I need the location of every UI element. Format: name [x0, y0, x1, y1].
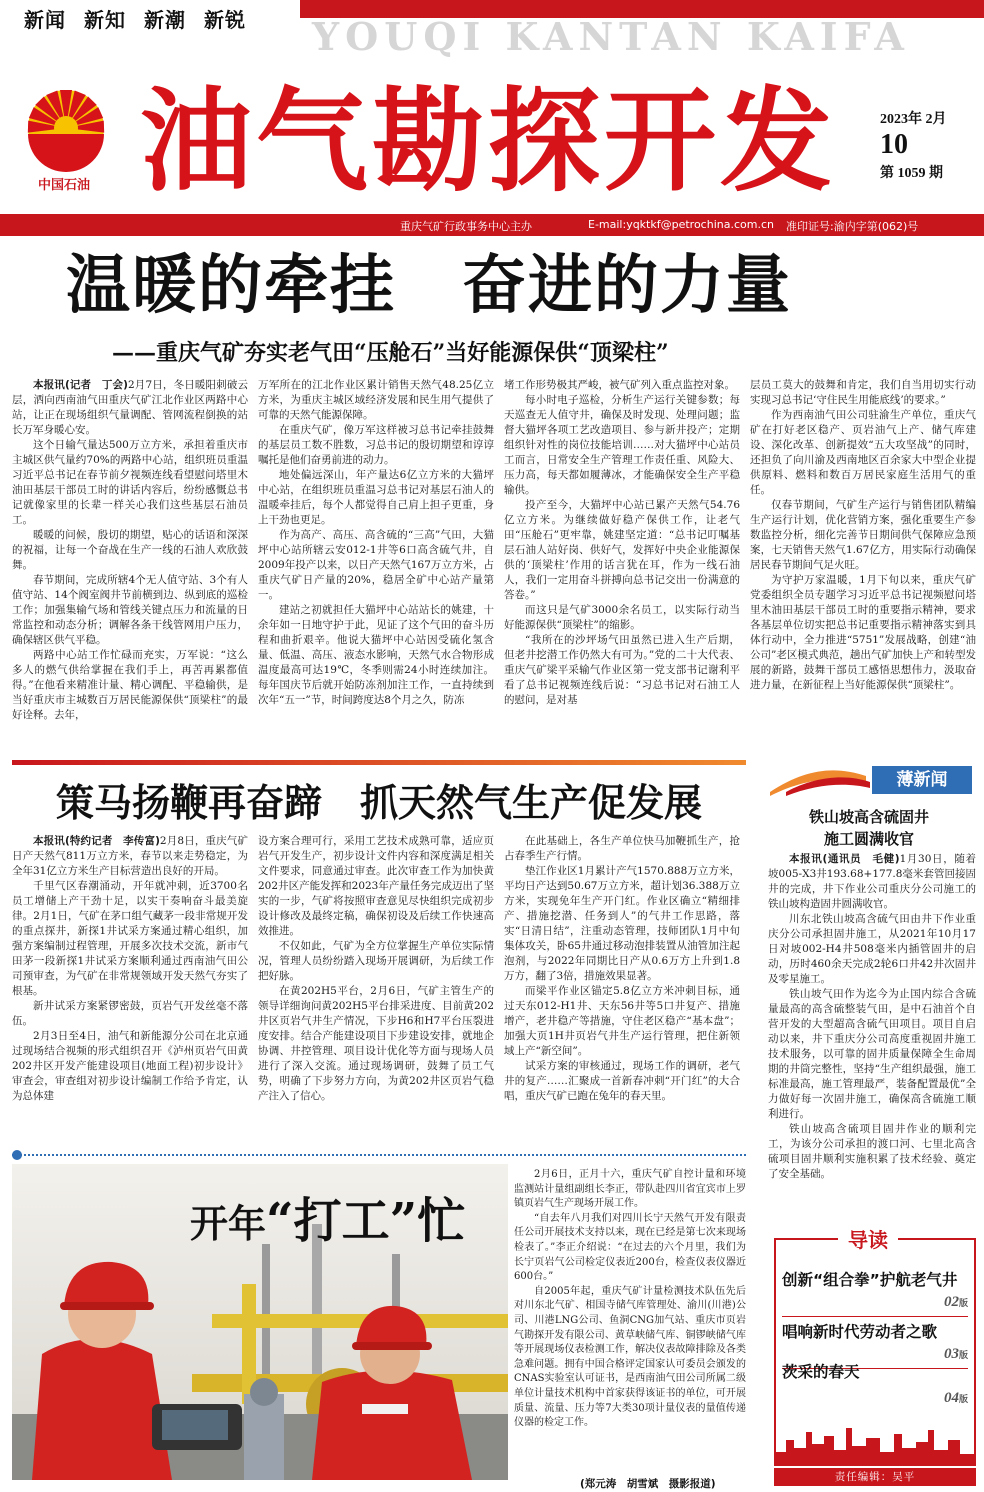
lead-byline: 本报讯(记者 丁会)	[33, 379, 128, 391]
paragraph: 为守护万家温暖，1月下旬以来，重庆气矿党委组织全员专题学习习近平总书记视频慰问塔里木油田基层干部员工时的重要指示精神，要求各基层单位切实把总书记重要指示精神落实到具体行动中，全力推进“5751”发展战略，创建“油公司”老区模式典范，趟出气矿加快上产和转型发展的新路，鼓舞干部员工感悟思想伟力，汲取奋进力量，在新征程上当好能源保供“顶梁柱”。	[750, 574, 976, 691]
paragraph: “我所在的沙坪场气田虽然已进入生产后期，但老井挖潜工作仍然大有可为。”党的二十大代表、重庆气矿梁平采输气作业区第一党支部书记谢利平看了总书记视频连线后说：“习总书记对石油工人的慰问，是对基	[504, 634, 740, 706]
paragraph: 仅春节期间，气矿生产运行与销售团队精编生产运行计划，优化营销方案，强化重要生产参数监控分析，细化完善节日期间供气保障应急预案，七天销售天然气1.67亿方，用实际行动确保居民春节期间气足火旺。	[750, 499, 976, 571]
paper-title: 油气勘探开发	[140, 76, 836, 207]
slogan-4: 新锐	[204, 8, 246, 32]
paragraph: 地处偏远深山，年产量达6亿立方米的大猫坪中心站，在组织班员重温习总书记对基层石油人的温暖牵挂后，每个人都觉得自己肩上担子更重，身上干劲也更足。	[258, 469, 494, 526]
slogans	[24, 4, 246, 33]
paragraph: 而梁平作业区锚定5.8亿立方米冲刺目标，通过天东012-H1井、天东56井等5口井复产、措施增产，老井稳产等措施，守住老区稳产“基本盘”；加强大页1H井页岩气井生产运行管理，把住新领域上产“新空间”。	[504, 985, 740, 1057]
issue-year-month: 2023年 2月	[880, 112, 947, 127]
guide-item-1[interactable]: 创新“组合拳”护航老气井	[782, 1271, 958, 1289]
second-headline: 策马扬鞭再奋蹄 抓天然气生产促发展	[56, 781, 703, 825]
lead-paragraph: 本报讯(特约记者 李传富)2月8日，重庆气矿日产天然气811万立方米，春节以来走势稳定，为全年31亿立方米生产目标营造出良好的开局。	[12, 835, 248, 877]
skyline-decoration	[776, 1422, 974, 1464]
paragraph: 堵工作形势极其严峻，被气矿列入重点监控对象。	[504, 379, 735, 391]
issue-day: 10	[880, 129, 908, 160]
petrochina-logo-icon	[24, 78, 108, 188]
lead-headline: 温暖的牵挂 奋进的力量	[66, 249, 792, 323]
dotted-divider	[12, 1150, 746, 1160]
paragraph: 作为西南油气田公司驻渝生产单位，重庆气矿在打好老区稳产、页岩油气上产、储气库建设、深化改革、创新提效“五大攻坚战”的同时，还担负了向川渝及西南地区百余家大中型企业提供原料、燃料和数百万居民家庭生活用气的重任。	[750, 409, 976, 496]
brief-headline	[762, 806, 976, 850]
photo-title-quoted: “打工”	[266, 1193, 418, 1249]
paragraph: 作为高产、高压、高含硫的“三高”气田，大猫坪中心站所辖云安012-1井等6口高含硫气井，自2009年投产以来，以日产天然气167万立方米，占重庆气矿日产量的20%，稳居全矿中心站产量第一。	[258, 529, 494, 601]
paragraph: 川东北铁山坡高含硫气田由井下作业重庆分公司承担固井施工，从2021年10月17日对坡002-H4井508毫米内插管固井的启动，历时460余天完成2轮6口井42井次固井及零星施工。	[768, 913, 976, 985]
lead-column-2	[258, 378, 494, 750]
paragraph: 每小时电子巡检，分析生产运行关键参数；每天巡查无人值守井，确保及时发现、处理问题；监督大猫坪各项工艺改造项目、参与新井投产；定期组织针对性的岗位技能培训……对大猫坪中心站员工而言，日常安全生产管理工作责任重、风险大、压力高，每天都如履薄冰，才能确保安全生产平稳输供。	[504, 394, 740, 496]
paragraph: 不仅如此，气矿为全方位掌握生产单位实际情况，管理人员纷纷踏入现场开展调研，为后续工作把好脉。	[258, 940, 494, 982]
permit-text: 准印证号:渝内字第(062)号	[786, 220, 919, 233]
paragraph: 两路中心站工作忙碌而充实，万军说：“这么多人的燃气供给掌握在我们手上，再苦再累都值得。”在他看来精准计量、精心调配、平稳输供，是当好重庆市主城数百万居民能源保供“顶梁柱”的最好诠释。去年，	[12, 649, 248, 721]
guide-divider	[782, 1316, 968, 1317]
lead-column-1	[12, 378, 248, 750]
lead-subhead: ——重庆气矿夯实老气田“压舱石”当好能源保供“顶梁柱”	[112, 340, 669, 366]
paragraph: 自2005年起，重庆气矿计量检测技术队伍先后对川东北气矿、相国寺储气库管理处、渝川(川港)公司、川港LNG公司、鱼洞CNG加气站、重庆市页岩气勘探开发有限公司、黄草峡储气库、铜锣峡储气库等开展现场仪表检测工作，解决仪表故障排除及各类急难问题。拥有中国合格评定国家认可委员会颁发的CNAS实验室认可证书，是西南油气田公司所属二级单位计量技术机构中首家获得该证书的单位，可开展质量、流量、压力等7大类30项计量仪表的量值传递仪器的检定工作。	[514, 1285, 746, 1429]
guide-page-3: 04版	[943, 1390, 968, 1406]
info-bar	[0, 214, 984, 236]
paragraph: 2月3日至4日，油气和新能源分公司在北京通过现场结合视频的形式组织召开《泸州页岩气田黄202井区开发产能建设项目(地面工程)初步设计》审查会，审查组对初步设计编制工作给予肯定，认为总体建	[12, 1030, 248, 1102]
brief-byline: 本报讯(通讯员 毛健)	[789, 853, 900, 865]
paragraph: 在此基础上，各生产单位快马加鞭抓生产，抢占春季生产行情。	[504, 835, 740, 862]
second-column-3	[504, 834, 740, 1144]
paragraph: 在重庆气矿，像万军这样被习总书记牵挂鼓舞的基层员工数不胜数，习总书记的殷切期望和谆谆嘱托是他们奋勇前进的动力。	[258, 424, 494, 466]
second-byline: 本报讯(特约记者 李传富)	[33, 835, 160, 847]
photo-title-suffix: 忙	[417, 1193, 466, 1249]
logo-text: 中国石油	[38, 178, 91, 193]
paragraph: 投产至今，大猫坪中心站已累产天然气54.76亿立方米。为继续做好稳产保供工作，让老气田“压舱石”更牢靠，姚建坚定道：“总书记叮嘱基层石油人站好岗、供好气，发挥好中央企业能源保供的‘顶梁柱’作用的话言犹在耳，作为一线石油人，我们一定用奋斗拼搏向总书记交出一份满意的答卷。”	[504, 499, 740, 601]
brief-headline-line-2: 施工圆满收官	[823, 830, 914, 848]
paragraph: “自去年八月我们对四川长宁天然气开发有限责任公司开展技术支持以来，现在已经是第七次来现场检表了。”李正介绍说：“在过去的六个月里，我们为长宁页岩气公司检定仪表近200台，检查仪表仪器近600台。”	[514, 1212, 746, 1283]
paragraph: 千里气区春潮涌动，开年就冲刺，近3700名员工增储上产干劲十足，以实干奏响奋斗最美旋律。2月1日，气矿在茅口组气藏茅一段非常规开发的重点探井，新探1井试采方案通过精心组织，加强方案编制过程管理，开展多次技术交流，新市气田茅一段新探1井试采方案顺利通过西南油气田公司预审查，为气矿在非常规领域开发天然气夯实了根基。	[12, 880, 248, 997]
section-divider	[12, 760, 746, 765]
paragraph: 铁山坡高含硫项目固井作业的顺利完工，为该分公司承担的渡口河、七里北高含硫项目固井顺利实施积累了技术经验、奠定了安全基础。	[768, 1123, 976, 1180]
photo-title-prefix: 开年	[190, 1201, 267, 1246]
paragraph: 这个日输气量达500万立方米，承担着重庆市主城区供气量约70%的两路中心站，组织班员重温习近平总书记在春节前夕视频连线看望慰问塔里木油田基层干部员工时的讲话内容后，纷纷感慨总书记就像家里的长辈一样关心我们这些基层石油员工。	[12, 439, 248, 526]
issue-info	[880, 108, 976, 182]
guide-title: 导读	[838, 1226, 898, 1254]
lead-paragraph: 本报讯(通讯员 毛健)1月30日，随着坡005-X3井193.68+177.8毫米套管回接固井的完成，井下作业公司重庆分公司施工的铁山坡构造固井圆满收官。	[768, 853, 976, 910]
paragraph: 垫江作业区1月累计产气1570.888万立方米，平均日产达到50.67万立方米，超计划36.388万立方米，实现免年生产开门红。作业区确立“精细排产、措施挖潜、任务到人”的气井工作思路，落实“日清日结”，注重动态管理，技师团队1月中旬集体攻关，卧65井通过移动泡排装置从油管加注起泡剂，与2022年同期比日产从0.6万方上升到1.8万方，翻了3倍，措施效果显著。	[504, 865, 740, 982]
issue-number: 第 1059 期	[880, 166, 943, 181]
paragraph: 2月6日，正月十六，重庆气矿自控计量和环境监测站计量组副组长李正，带队赴四川省宜宾市上罗镇页岩气生产现场开展工作。	[514, 1169, 746, 1210]
photo-feature-title	[190, 1182, 465, 1251]
editor-credit: 责任编辑：吴平	[774, 1468, 976, 1486]
second-column-2	[258, 834, 494, 1144]
slogan-1: 新闻	[24, 8, 66, 32]
paragraph: 层员工莫大的鼓舞和肯定，我们自当用切实行动实现习总书记‘守住民生用能底线’的要求。”	[750, 379, 976, 406]
paragraph: 暖暖的问候，殷切的期望，贴心的话语和深深的祝福，让每一个奋战在生产一线的石油人欢欣鼓舞。	[12, 529, 248, 571]
guide-box	[774, 1228, 976, 1466]
guide-item-2[interactable]: 唱响新时代劳动者之歌	[782, 1323, 938, 1341]
brief-headline-line-1: 铁山坡高含硫固井	[808, 808, 929, 826]
guide-page-1: 02版	[943, 1294, 968, 1310]
paragraph: 铁山坡气田作为迄今为止国内综合含硫量最高的高含硫整装气田，是中石油首个自营开发的大型超高含硫气田项目。项目自启动以来，井下重庆分公司高度重视固井施工技术服务，以可靠的固井质量保障全生命周期的井筒完整性，坚持“生产组织最强，施工标准最高，施工管理最严，装备配置最优”全力做好每一次固井施工，确保高含硫施工顺利进行。	[768, 988, 976, 1120]
paragraph: 设方案合理可行，采用工艺技术成熟可靠，适应页岩气开发生产，初步设计文件内容和深度满足相关文件要求，同意通过审查。此次审查工作为加快黄202井区产能发挥和2023年产量任务完成迈出了坚实的一步，气矿将按照审查意见尽快组织完成初步设计修改及最终定稿，确保初设及后续工作快速高效推进。	[258, 835, 494, 937]
paragraph: 在黄202H5平台，2月6日，气矿主管生产的领导详细询问黄202H5平台排采进度、目前黄202井区页岩气井生产情况，下步H6和H7平台压裂进度安排。结合产能建设项目下步建设安排，就地企协调、井控管理、项目设计优化等方面与现场人员进行了深入交流。通过现场调研，鼓舞了员工气势，明确了下步努力方向，为黄202井区页岩气稳产注入了信心。	[258, 985, 494, 1102]
lead-paragraph: 本报讯(记者 丁会)2月7日，冬日暖阳刺破云层，洒向西南油气田重庆气矿江北作业区两路中心站，让正在现场组织气量调配、管网流程倒换的站长万军身暖心安。	[12, 379, 248, 436]
lead-column-3	[504, 378, 740, 750]
slogan-3: 新潮	[144, 8, 186, 32]
paragraph: 春节期间，完成所辖4个无人值守站、3个有人值守站、14个阀室阀井节前横到边、纵到底的巡检工作；加强集输气场和管线关键点压力和流量的日常监控和动态分析；调解各条干线管网用户压力，确保辖区供气平稳。	[12, 574, 248, 646]
second-column-1	[12, 834, 248, 1144]
slogan-2: 新知	[84, 8, 126, 32]
brief-body	[768, 852, 976, 1236]
guide-page-2: 03版	[943, 1346, 968, 1362]
paper-pinyin: YOUQI KANTAN KAIFA	[312, 14, 910, 59]
photo-credit: (郑元涛 胡雪斌 摄影报道)	[580, 1478, 716, 1490]
paragraph: 新井试采方案紧锣密鼓，页岩气开发丝毫不落伍。	[12, 1000, 248, 1027]
lead-column-4	[750, 378, 976, 750]
sponsor-text: 重庆气矿行政事务中心主办	[400, 220, 532, 233]
guide-item-3[interactable]: 茨采的春天	[782, 1363, 860, 1381]
email-text: E-mail:yqktkf@petrochina.com.cn	[588, 218, 774, 231]
paragraph: 试采方案的审核通过，现场工作的调研，老气井的复产……汇聚成一首新春冲刺“开门红”的大合唱，重庆气矿已跑在兔年的春天里。	[504, 1060, 740, 1102]
paragraph: 建站之初就担任大猫坪中心站站长的姚建，十余年如一日地守护于此，见证了这个气田的奋斗历程和曲折艰辛。他说大猫坪中心站因受硫化氢含量、低温、高压、液态水影响，天然气水合物形成温度最高可达19℃，冬季则需24小时连续加注。每年国庆节后就开始防冻剂加注工作，一直持续到次年“五一”节，时间跨度达8个月之久，防冻	[258, 604, 494, 706]
brief-section-label: 薄新闻	[872, 766, 972, 794]
photo-feature-text	[514, 1168, 746, 1478]
paragraph: 万军所在的江北作业区累计销售天然气48.25亿立方米，为重庆主城区域经济发展和民生用气提供了可靠的天然气能源保障。	[258, 379, 494, 421]
paragraph: 而这只是气矿3000余名员工，以实际行动当好能源保供“顶梁柱”的缩影。	[504, 604, 740, 631]
